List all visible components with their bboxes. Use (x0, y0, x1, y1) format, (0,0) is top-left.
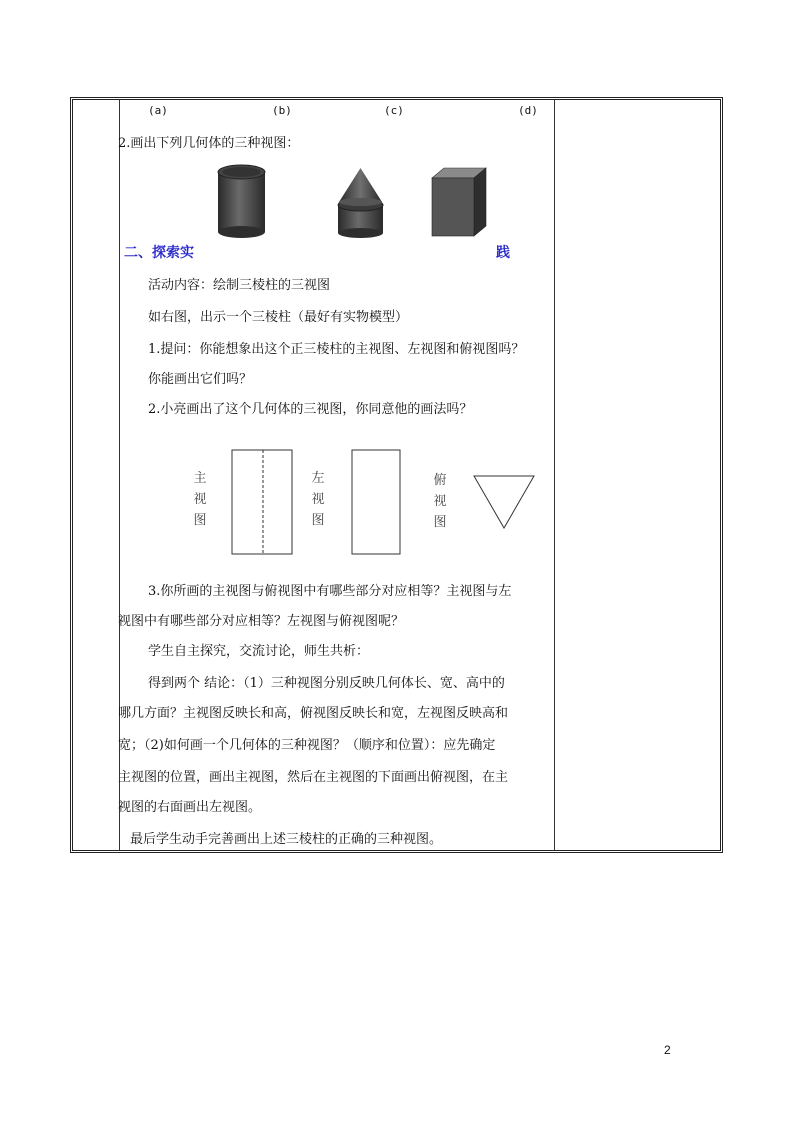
explore-text: 学生自主探究，交流讨论，师生共析： (148, 644, 370, 659)
rectangular-prism-icon (432, 168, 486, 236)
question-2-text: 2.小亮画出了这个几何体的三视图，你同意他的画法吗？ (148, 402, 473, 417)
conclusion-line-1: 得到两个 结论：（1）三种视图分别反映几何体长、宽、高中的 (148, 676, 505, 691)
label-d: (d) (518, 104, 538, 117)
front-view-rectangle (232, 450, 292, 554)
front-view-char: 主 (193, 471, 207, 486)
left-view-char: 视 (311, 492, 325, 507)
lesson-content-cell (118, 0, 552, 860)
top-view-char: 视 (433, 494, 447, 509)
conclusion-line-2: 哪几方面？主视图反映长和高，俯视图反映长和宽，左视图反映高和 (118, 706, 509, 721)
cone-on-cylinder-icon (338, 168, 383, 238)
page-number: 2 (664, 1043, 671, 1057)
top-view-char: 俯 (433, 473, 447, 488)
task-2-text: 2.画出下列几何体的三种视图： (118, 136, 300, 151)
three-views-drawing (118, 440, 552, 570)
left-view-char: 左 (311, 471, 325, 486)
front-view-char: 图 (193, 513, 207, 528)
question-1-line-1: 1.提问：你能想象出这个正三棱柱的主视图、左视图和俯视图吗？ (148, 342, 525, 357)
activity-text: 活动内容：绘制三棱柱的三视图 (148, 278, 331, 293)
left-view-char: 图 (311, 513, 325, 528)
solids-figure (118, 160, 552, 240)
front-view-char: 视 (193, 492, 207, 507)
question-3-line-2: 视图中有哪些部分对应相等？左视图与俯视图呢？ (118, 614, 405, 629)
top-view-char: 图 (433, 515, 447, 530)
label-c: (c) (384, 104, 404, 117)
question-3-line-1: 3.你所画的主视图与俯视图中有哪些部分对应相等？主视图与左 (148, 584, 512, 599)
question-1-line-2: 你能画出它们吗？ (148, 372, 253, 387)
three-views-figure (118, 440, 552, 570)
figure-labels-row (118, 104, 552, 120)
final-text: 最后学生动手完善画出上述三棱柱的正确的三种视图。 (130, 832, 443, 847)
section-heading (124, 242, 524, 262)
conclusion-line-4: 主视图的位置，画出主视图，然后在主视图的下面画出俯视图，在主 (118, 770, 509, 785)
cylinder-icon (218, 165, 265, 238)
label-a: (a) (148, 104, 168, 117)
table-column-divider-right (554, 100, 555, 850)
conclusion-line-3: 宽；（2)如何画一个几何体的三种视图？（顺序和位置）：应先确定 (118, 738, 496, 753)
left-view-rectangle (352, 450, 400, 554)
intro-text: 如右图，出示一个三棱柱（最好有实物模型） (148, 310, 409, 325)
label-b: (b) (272, 104, 292, 117)
section-heading-left: 二、探索实 (124, 245, 194, 261)
top-view-triangle (474, 476, 534, 528)
conclusion-line-5: 视图的右面画出左视图。 (118, 800, 262, 815)
section-heading-right: 践 (496, 245, 510, 261)
